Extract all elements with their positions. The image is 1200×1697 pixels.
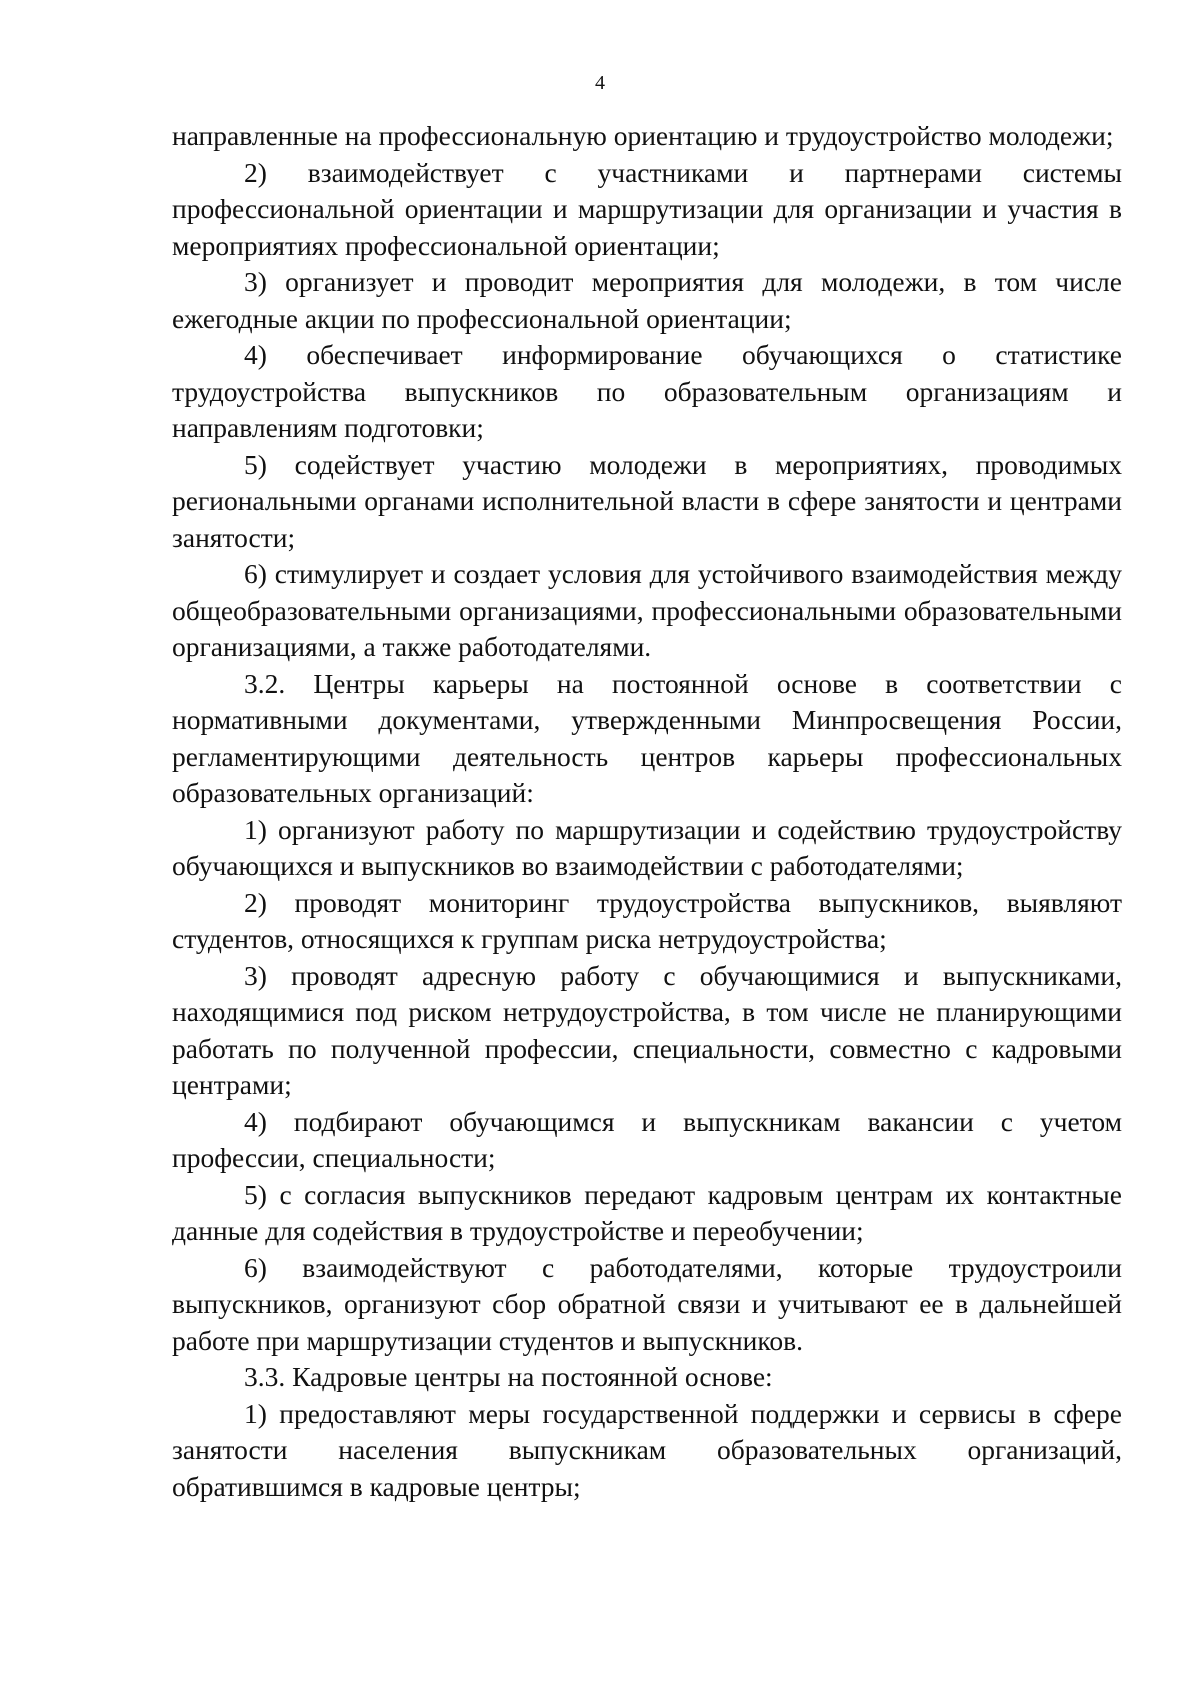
paragraph-item-6: 6) стимулирует и создает условия для устойчивого взаимодействия между общеобразовательными организациями, профессиональными образовательными организациями, а также работодателями. xyxy=(172,558,1122,662)
paragraph-item-4: 4) обеспечивает информирование обучающихся о статистике трудоустройства выпускников по образовательным организациям и направлениям подготовки; xyxy=(172,339,1122,443)
paragraph-continuation: направленные на профессиональную ориентацию и трудоустройство молодежи; xyxy=(172,120,1114,151)
section-3-3-heading: 3.3. Кадровые центры на постоянной основе: xyxy=(244,1361,773,1392)
page-number: 4 xyxy=(595,72,605,94)
paragraph-3-2-item-3: 3) проводят адресную работу с обучающимися и выпускниками, находящимися под риском нетрудоустройства, в том числе не планирующими работать по полученной профессии, специальности, совместно с кадровыми центрами; xyxy=(172,959,1122,1100)
paragraph-3-2-item-4: 4) подбирают обучающимся и выпускникам вакансии с учетом профессии, специальности; xyxy=(172,1105,1122,1173)
paragraph-item-3: 3) организует и проводит мероприятия для молодежи, в том числе ежегодные акции по профессиональной ориентации; xyxy=(172,266,1122,334)
document-body xyxy=(172,118,1122,1505)
section-3-2-heading: 3.2. Центры карьеры на постоянной основе в соответствии с нормативными документами, утвержденными Минпросвещения России, регламентирующими деятельность центров карьеры профессиональных образовательных организаций: xyxy=(172,667,1122,808)
paragraph-3-2-item-6: 6) взаимодействуют с работодателями, которые трудоустроили выпускников, организуют сбор обратной связи и учитывают ее в дальнейшей работе при маршрутизации студентов и выпускников. xyxy=(172,1251,1122,1356)
paragraph-3-2-item-2: 2) проводят мониторинг трудоустройства выпускников, выявляют студентов, относящихся к группам риска нетрудоустройства; xyxy=(172,886,1122,954)
paragraph-item-5: 5) содействует участию молодежи в мероприятиях, проводимых региональными органами исполнительной власти в сфере занятости и центрами занятости; xyxy=(172,448,1122,553)
paragraph-3-3-item-1: 1) предоставляют меры государственной поддержки и сервисы в сфере занятости населения выпускникам образовательных организаций, обратившимся в кадровые центры; xyxy=(172,1397,1122,1502)
paragraph-item-2: 2) взаимодействует с участниками и партнерами системы профессиональной ориентации и маршрутизации для организации и участия в мероприятиях профессиональной ориентации; xyxy=(172,156,1122,261)
paragraph-3-2-item-5: 5) с согласия выпускников передают кадровым центрам их контактные данные для содействия в трудоустройстве и переобучении; xyxy=(172,1178,1122,1246)
paragraph-3-2-item-1: 1) организуют работу по маршрутизации и содействию трудоустройству обучающихся и выпускников во взаимодействии с работодателями; xyxy=(172,813,1122,881)
